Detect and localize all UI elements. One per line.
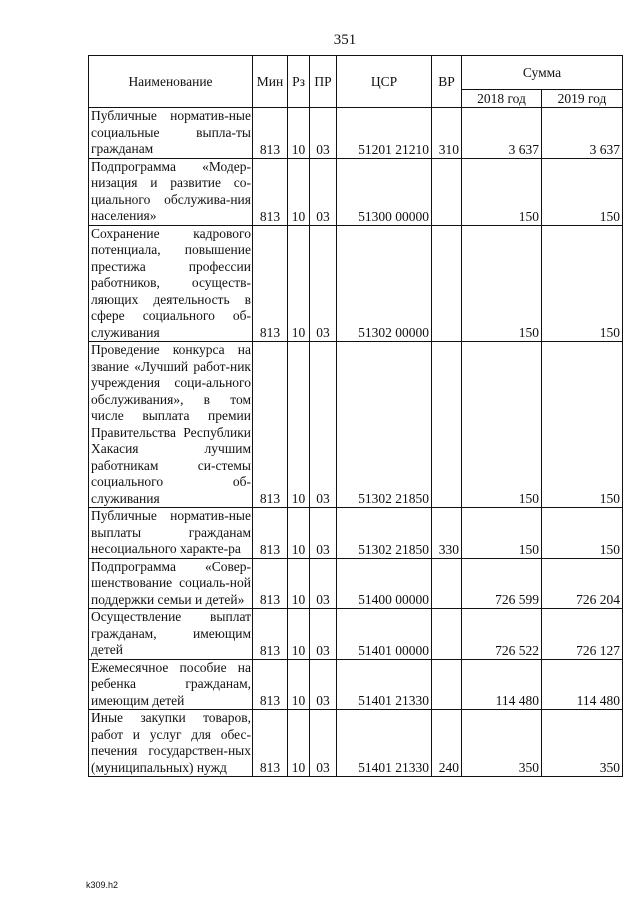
row-sum-2019: 726 204 (542, 558, 623, 609)
row-vr: 310 (432, 108, 462, 159)
table-row (89, 609, 623, 660)
row-name: Подпрограмма «Совер-шенствование социаль-ной поддержки семьи и детей» (89, 558, 253, 609)
row-min: 813 (253, 225, 288, 342)
table-row (89, 558, 623, 609)
row-pr: 03 (310, 609, 337, 660)
table-row (89, 710, 623, 777)
row-sum-2018: 114 480 (462, 659, 542, 710)
row-sum-2018: 350 (462, 710, 542, 777)
row-name: Проведение конкурса на звание «Лучший работ-ник учреждения соци-ального обслуживания», в том числе выплата премии Правительства Республики Хакасия лучшим работникам си-стемы социального об-служивания (89, 342, 253, 508)
row-vr (432, 558, 462, 609)
row-rz: 10 (288, 609, 310, 660)
header-pr: ПР (310, 56, 337, 108)
header-min: Мин (253, 56, 288, 108)
row-csr: 51401 21330 (337, 710, 432, 777)
row-min: 813 (253, 158, 288, 225)
row-csr: 51401 21330 (337, 659, 432, 710)
row-csr: 51401 00000 (337, 609, 432, 660)
row-sum-2019: 150 (542, 158, 623, 225)
row-csr: 51400 00000 (337, 558, 432, 609)
header-2019: 2019 год (542, 90, 623, 108)
row-sum-2019: 3 637 (542, 108, 623, 159)
row-sum-2018: 150 (462, 508, 542, 559)
row-csr: 51302 00000 (337, 225, 432, 342)
row-sum-2018: 726 522 (462, 609, 542, 660)
header-rz: Рз (288, 56, 310, 108)
row-sum-2019: 150 (542, 342, 623, 508)
row-name: Ежемесячное пособие на ребенка гражданам, имеющим детей (89, 659, 253, 710)
header-vr: ВР (432, 56, 462, 108)
row-csr: 51302 21850 (337, 508, 432, 559)
row-name: Публичные норматив-ные социальные выпла-ты гражданам (89, 108, 253, 159)
row-sum-2018: 150 (462, 158, 542, 225)
row-pr: 03 (310, 342, 337, 508)
row-vr (432, 342, 462, 508)
row-pr: 03 (310, 225, 337, 342)
header-csr: ЦСР (337, 56, 432, 108)
row-csr: 51201 21210 (337, 108, 432, 159)
row-min: 813 (253, 108, 288, 159)
row-rz: 10 (288, 108, 310, 159)
row-sum-2019: 114 480 (542, 659, 623, 710)
row-rz: 10 (288, 225, 310, 342)
table-row (89, 342, 623, 508)
row-csr: 51302 21850 (337, 342, 432, 508)
header-sum: Сумма (462, 56, 623, 90)
page-number: 351 (333, 32, 357, 48)
row-pr: 03 (310, 659, 337, 710)
table-row (89, 508, 623, 559)
row-vr: 240 (432, 710, 462, 777)
row-vr: 330 (432, 508, 462, 559)
row-name: Иные закупки товаров, работ и услуг для обес-печения государствен-ных (муниципальных) нужд (89, 710, 253, 777)
row-sum-2019: 350 (542, 710, 623, 777)
row-sum-2018: 150 (462, 225, 542, 342)
row-name: Сохранение кадрового потенциала, повышение престижа профессии работников, осуществ-ляющих деятельность в сфере социального об-служивания (89, 225, 253, 342)
table-row (89, 225, 623, 342)
row-sum-2019: 150 (542, 508, 623, 559)
row-min: 813 (253, 659, 288, 710)
row-pr: 03 (310, 108, 337, 159)
row-rz: 10 (288, 558, 310, 609)
row-sum-2019: 726 127 (542, 609, 623, 660)
header-name: Наименование (89, 56, 253, 108)
row-rz: 10 (288, 710, 310, 777)
row-rz: 10 (288, 508, 310, 559)
row-rz: 10 (288, 158, 310, 225)
row-min: 813 (253, 609, 288, 660)
row-vr (432, 225, 462, 342)
row-rz: 10 (288, 342, 310, 508)
row-pr: 03 (310, 508, 337, 559)
row-min: 813 (253, 342, 288, 508)
row-sum-2018: 726 599 (462, 558, 542, 609)
row-pr: 03 (310, 158, 337, 225)
table-row (89, 108, 623, 159)
row-min: 813 (253, 710, 288, 777)
budget-table (88, 55, 623, 777)
row-vr (432, 609, 462, 660)
row-sum-2019: 150 (542, 225, 623, 342)
row-vr (432, 659, 462, 710)
row-name: Публичные норматив-ные выплаты гражданам несоциального характе-ра (89, 508, 253, 559)
header-2018: 2018 год (462, 90, 542, 108)
table-row (89, 659, 623, 710)
row-vr (432, 158, 462, 225)
table-row (89, 158, 623, 225)
row-pr: 03 (310, 558, 337, 609)
row-name: Подпрограмма «Модер-низация и развитие со-циального обслужива-ния населения» (89, 158, 253, 225)
row-rz: 10 (288, 659, 310, 710)
row-min: 813 (253, 558, 288, 609)
row-min: 813 (253, 508, 288, 559)
row-sum-2018: 150 (462, 342, 542, 508)
row-pr: 03 (310, 710, 337, 777)
row-sum-2018: 3 637 (462, 108, 542, 159)
row-name: Осуществление выплат гражданам, имеющим детей (89, 609, 253, 660)
row-csr: 51300 00000 (337, 158, 432, 225)
footer-code: k309.h2 (86, 880, 119, 890)
